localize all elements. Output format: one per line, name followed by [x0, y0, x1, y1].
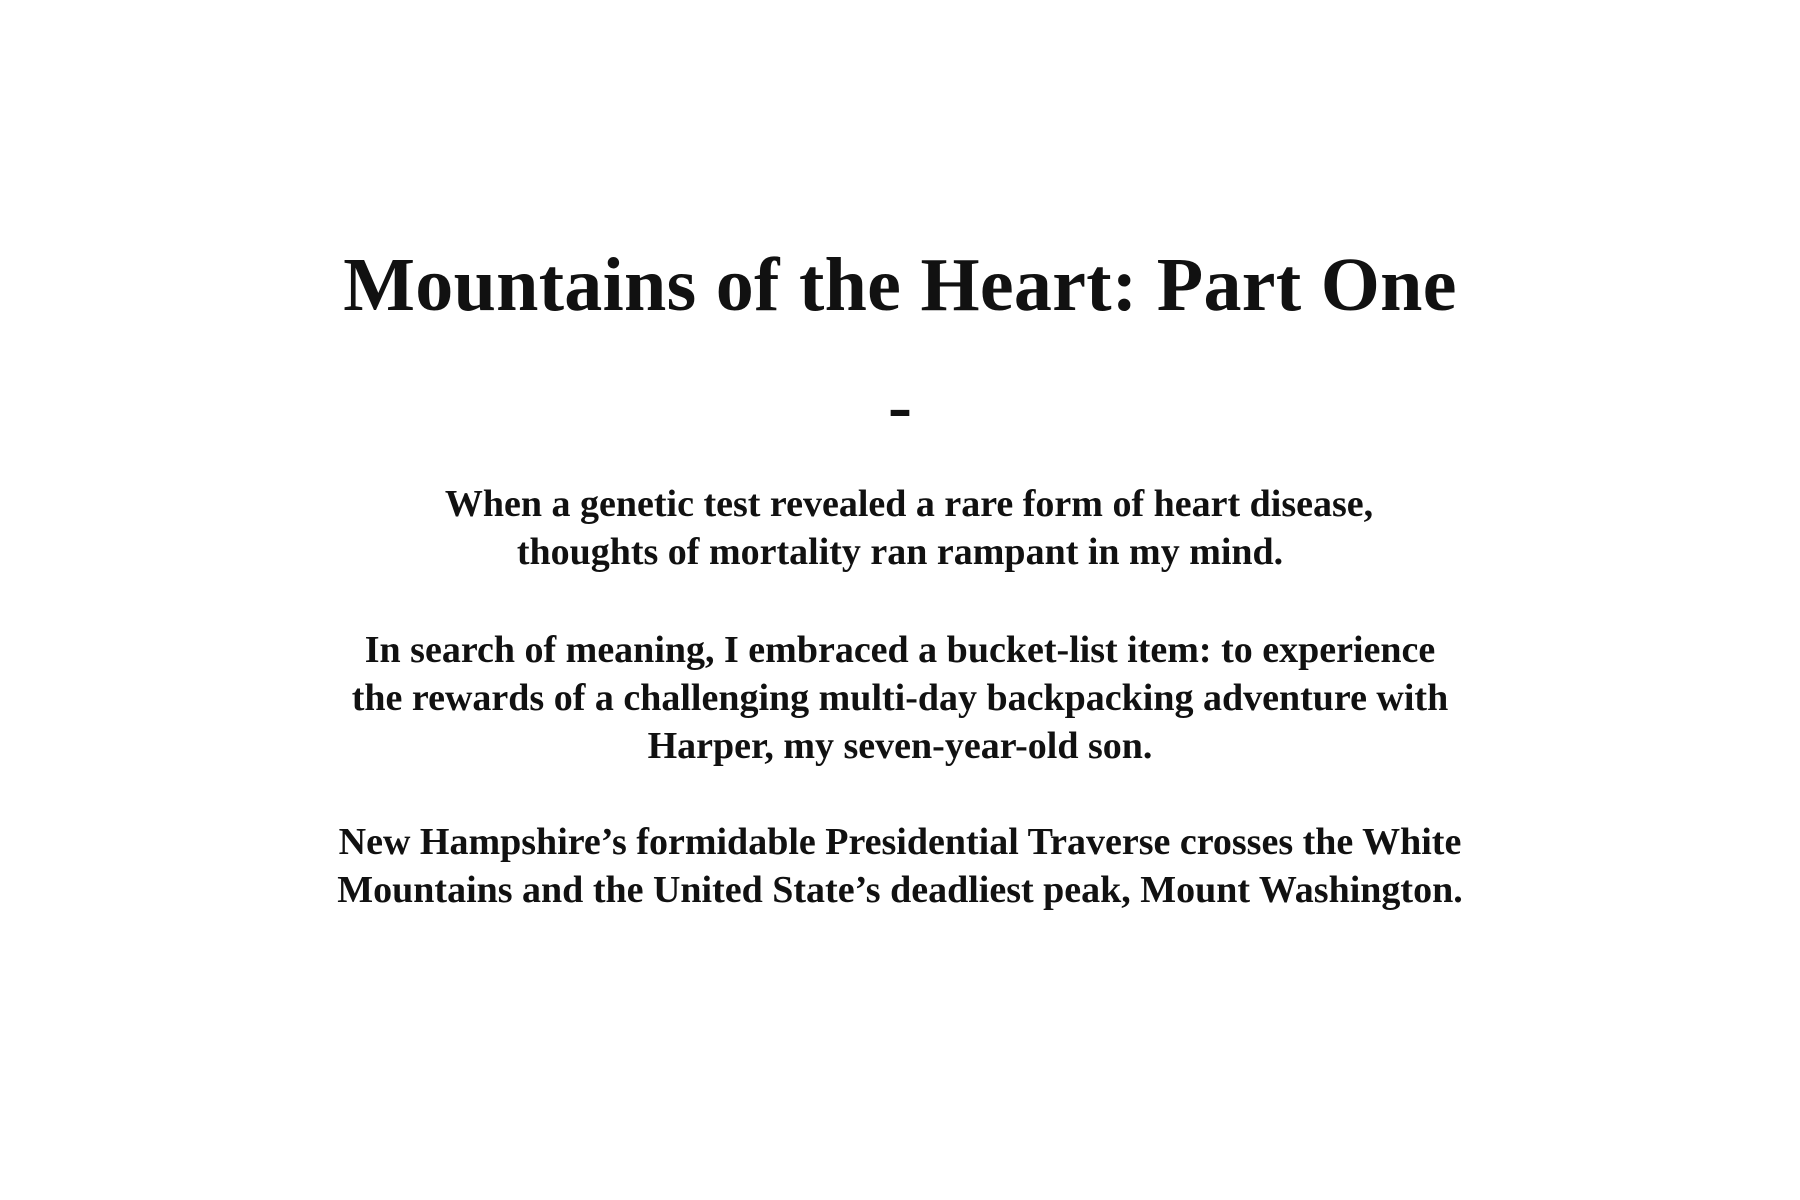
- paragraph-diagnosis: [0, 480, 1800, 576]
- paragraph-line: Harper, my seven-year-old son.: [647, 725, 1153, 767]
- paragraph-line: In search of meaning, I embraced a bucket-list item: to experience: [364, 629, 1436, 671]
- paragraph-traverse: [0, 818, 1800, 914]
- title-divider: -: [888, 366, 912, 446]
- paragraph-line: thoughts of mortality ran rampant in my mind.: [516, 531, 1284, 573]
- paragraph-line: Mountains and the United State’s deadliest peak, Mount Washington.: [337, 869, 1463, 911]
- page-title: Mountains of the Heart: Part One: [343, 243, 1457, 327]
- paragraph-bucket-list: [0, 626, 1800, 770]
- paragraph-line: the rewards of a challenging multi-day backpacking adventure with: [351, 677, 1449, 719]
- paragraph-line: When a genetic test revealed a rare form of heart disease,: [444, 483, 1374, 525]
- paragraph-line: New Hampshire’s formidable Presidential Traverse crosses the White: [338, 821, 1462, 863]
